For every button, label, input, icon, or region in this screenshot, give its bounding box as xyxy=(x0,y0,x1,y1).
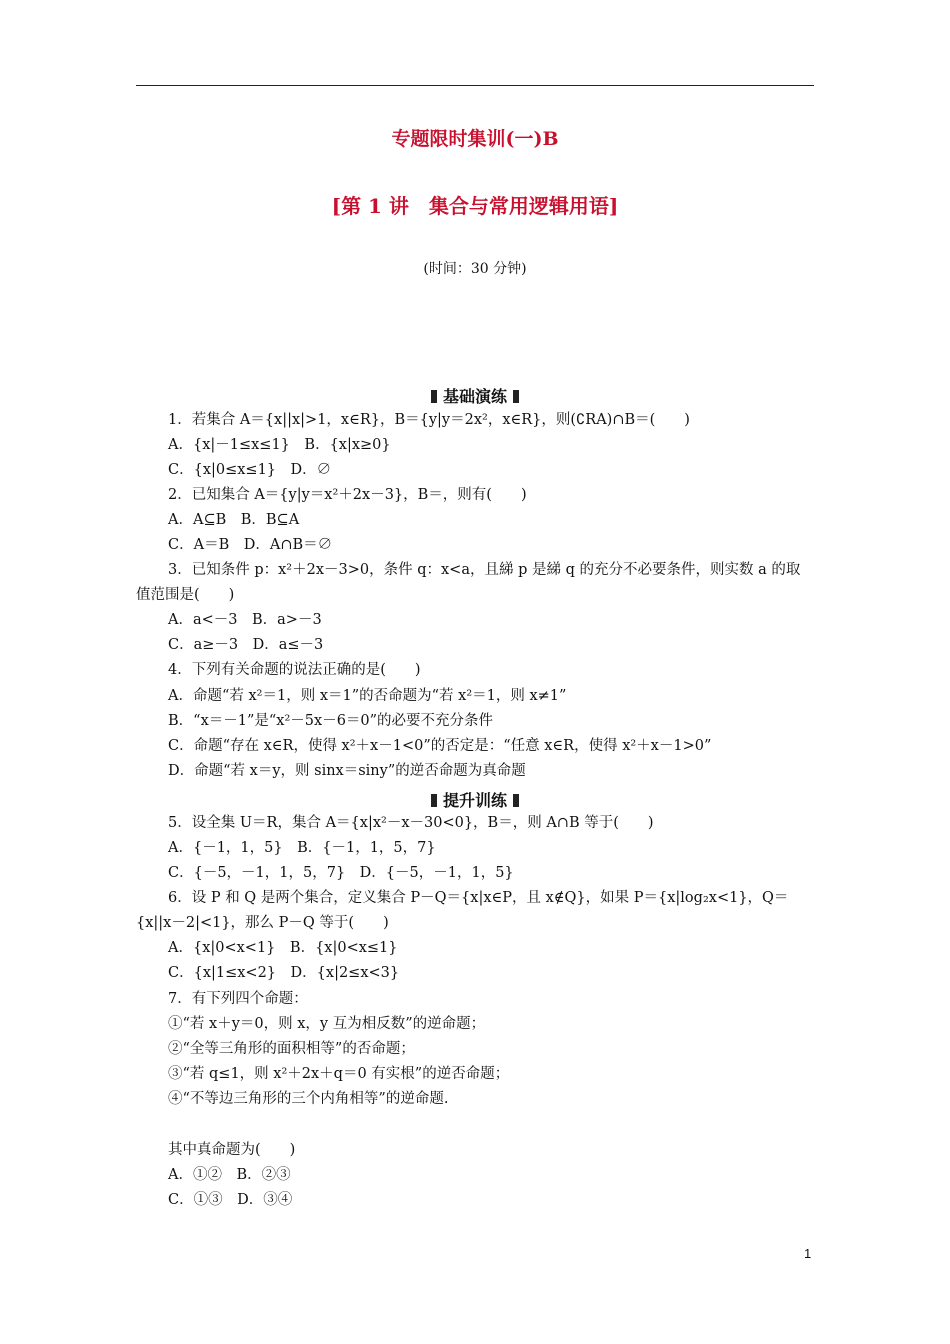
q2-options-cd: C．A＝B D．A∩B＝∅ xyxy=(168,537,333,553)
q4-option-a: A．命题“若 x²＝1，则 x＝1”的否命题为“若 x²＝1，则 x≠1” xyxy=(168,688,567,704)
q7-item-4: ④“不等边三角形的三个内角相等”的逆命题. xyxy=(168,1091,449,1107)
page-subtitle: [第 1 讲 集合与常用逻辑用语] xyxy=(331,194,619,218)
q2-options-ab: A．A⊆B B．B⊆A xyxy=(168,512,300,528)
q7-ask: 其中真命题为( ) xyxy=(168,1142,296,1158)
q5-options-cd: C．{－5，－1，1，5，7} D．{－5，－1，1，5} xyxy=(168,865,514,881)
section-marker-icon xyxy=(513,390,519,403)
q7-item-3: ③“若 q≤1，则 x²＋2x＋q＝0 有实根”的逆否命题； xyxy=(168,1066,510,1082)
q3-options-ab: A．a<－3 B．a>－3 xyxy=(168,612,322,628)
q3-stem-line2: 值范围是( ) xyxy=(136,587,235,603)
section-marker-icon xyxy=(431,390,437,403)
section-advanced xyxy=(136,788,814,811)
q4-option-c: C．命题“存在 x∈R，使得 x²＋x－1<0”的否定是：“任意 x∈R，使得 x²＋x－1>0” xyxy=(168,738,712,754)
q7-item-2: ②“全等三角形的面积相等”的否命题； xyxy=(168,1041,415,1057)
q4-stem: 4．下列有关命题的说法正确的是( ) xyxy=(168,662,421,678)
section-basic xyxy=(136,384,814,407)
section-advanced-label: 提升训练 xyxy=(442,791,507,810)
section-marker-icon xyxy=(513,794,519,807)
page-title: 专题限时集训(一)B xyxy=(391,128,559,150)
q5-stem: 5．设全集 U＝R，集合 A＝{x|x²－x－30<0}，B＝，则 A∩B 等于( ) xyxy=(168,815,654,831)
q3-stem-line1: 3．已知条件 p：x²＋2x－3>0，条件 q：x<a，且綈 p 是綈 q 的充分不必要条件，则实数 a 的取 xyxy=(168,562,801,578)
q4-option-d: D．命题“若 x＝y，则 sinx＝siny”的逆否命题为真命题 xyxy=(168,763,526,779)
q7-options-ab: A．①② B．②③ xyxy=(168,1167,291,1183)
q4-option-b: B．“x＝－1”是“x²－5x－6＝0”的必要不充分条件 xyxy=(168,713,494,729)
q3-options-cd: C．a≥－3 D．a≤－3 xyxy=(168,637,324,653)
q7-options-cd: C．①③ D．③④ xyxy=(168,1192,293,1208)
q1-stem: 1．若集合 A＝{x||x|>1，x∈R}，B＝{y|y＝2x²，x∈R}，则(∁RA)∩B＝( ) xyxy=(168,412,690,428)
time-note: (时间：30 分钟) xyxy=(423,261,527,277)
q6-stem-line2: {x||x－2|<1}，那么 P－Q 等于( ) xyxy=(136,915,389,931)
header-rule xyxy=(136,85,814,86)
page-number: 1 xyxy=(804,1246,812,1261)
q7-item-1: ①“若 x＋y＝0，则 x，y 互为相反数”的逆命题； xyxy=(168,1016,486,1032)
section-marker-icon xyxy=(431,794,437,807)
q7-stem: 7．有下列四个命题： xyxy=(168,991,308,1007)
q6-options-cd: C．{x|1≤x<2} D．{x|2≤x<3} xyxy=(168,965,400,981)
section-basic-label: 基础演练 xyxy=(442,387,507,406)
q1-options-cd: C．{x|0≤x≤1} D．∅ xyxy=(168,462,332,478)
q1-options-ab: A．{x|－1≤x≤1} B．{x|x≥0} xyxy=(168,437,391,453)
q6-options-ab: A．{x|0<x<1} B．{x|0<x≤1} xyxy=(168,940,398,956)
q2-stem: 2．已知集合 A＝{y|y＝x²＋2x－3}，B＝，则有( ) xyxy=(168,487,527,503)
q6-stem-line1: 6．设 P 和 Q 是两个集合，定义集合 P－Q＝{x|x∈P，且 x∉Q}，如果 P＝{x|log₂x<1}，Q＝ xyxy=(168,890,789,906)
q5-options-ab: A．{－1，1，5} B．{－1，1，5，7} xyxy=(168,840,436,856)
